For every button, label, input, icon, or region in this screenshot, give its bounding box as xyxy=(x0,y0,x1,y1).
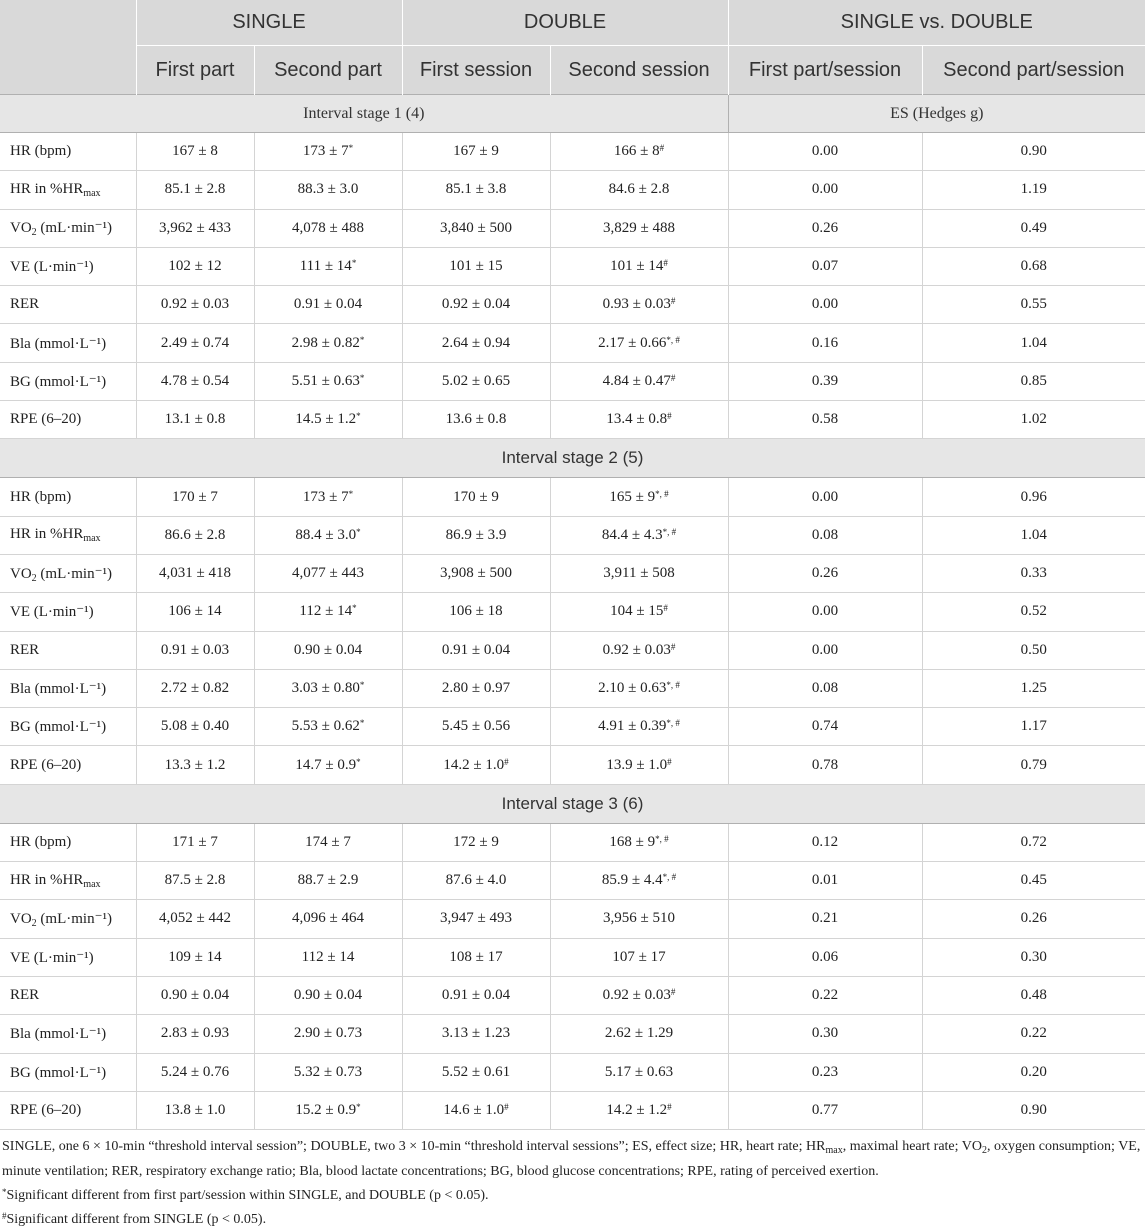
table-cell: 5.17 ± 0.63 xyxy=(550,1053,728,1091)
significance-marker: * xyxy=(356,411,361,422)
table-cell: 2.62 ± 1.29 xyxy=(550,1015,728,1053)
table-cell: 174 ± 7 xyxy=(254,823,402,861)
table-cell: 88.7 ± 2.9 xyxy=(254,862,402,900)
table-cell: 0.58 xyxy=(728,401,922,439)
significance-marker: # xyxy=(670,987,676,998)
table-row xyxy=(0,401,1145,439)
header-corner xyxy=(0,0,136,46)
table-cell: 13.6 ± 0.8 xyxy=(402,401,550,439)
table-cell: 0.90 xyxy=(922,133,1145,171)
table-cell: 0.08 xyxy=(728,669,922,707)
table-footnotes xyxy=(0,1130,1145,1230)
table-cell: 0.91 ± 0.04 xyxy=(402,976,550,1014)
significance-marker: *, # xyxy=(655,833,669,844)
row-label: Bla (mmol·L⁻¹) xyxy=(0,324,136,362)
significance-marker: # xyxy=(663,603,668,614)
table-row xyxy=(0,324,1145,362)
header-sub-second-session: Second session xyxy=(550,46,728,95)
table-cell: 85.1 ± 3.8 xyxy=(402,171,550,209)
table-cell: 5.02 ± 0.65 xyxy=(402,362,550,400)
table-cell: 167 ± 8 xyxy=(136,133,254,171)
significance-marker: * xyxy=(359,372,365,383)
table-cell: 4,078 ± 488 xyxy=(254,209,402,247)
table-cell: 0.22 xyxy=(922,1015,1145,1053)
significance-marker: *, # xyxy=(666,680,680,690)
table-cell: 0.68 xyxy=(922,247,1145,285)
table-row xyxy=(0,631,1145,669)
table-cell: 3,962 ± 433 xyxy=(136,209,254,247)
table-cell: 2.83 ± 0.93 xyxy=(136,1015,254,1053)
table-row xyxy=(0,862,1145,900)
table-cell: 4,077 ± 443 xyxy=(254,554,402,592)
row-label: RPE (6–20) xyxy=(0,401,136,439)
table-cell: 171 ± 7 xyxy=(136,823,254,861)
table-cell: 0.48 xyxy=(922,976,1145,1014)
table-cell: 101 ± 15 xyxy=(402,247,550,285)
stage-label: Interval stage 2 (5) xyxy=(0,439,1145,478)
significance-marker: *, # xyxy=(662,872,677,883)
table-row xyxy=(0,938,1145,976)
significance-marker: * xyxy=(356,526,361,537)
table-cell: 13.1 ± 0.8 xyxy=(136,401,254,439)
table-cell: 0.90 xyxy=(922,1091,1145,1129)
table-cell: 14.2 ± 1.0# xyxy=(402,746,550,784)
header-group-single: SINGLE xyxy=(136,0,402,46)
table-row xyxy=(0,900,1145,938)
table-cell: 3,947 ± 493 xyxy=(402,900,550,938)
table-body xyxy=(0,95,1145,1130)
table-cell: 0.85 xyxy=(922,362,1145,400)
table-cell: 1.19 xyxy=(922,171,1145,209)
table-cell: 2.10 ± 0.63*, # xyxy=(550,669,728,707)
header-group-double: DOUBLE xyxy=(402,0,728,46)
table-cell: 111 ± 14* xyxy=(254,247,402,285)
header-sub-first-session: First session xyxy=(402,46,550,95)
table-cell: 88.3 ± 3.0 xyxy=(254,171,402,209)
table-cell: 84.4 ± 4.3*, # xyxy=(550,516,728,554)
significance-marker: # xyxy=(670,372,676,383)
table-cell: 85.9 ± 4.4*, # xyxy=(550,862,728,900)
table-cell: 87.5 ± 2.8 xyxy=(136,862,254,900)
table-cell: 0.39 xyxy=(728,362,922,400)
table-row xyxy=(0,171,1145,209)
table-cell: 15.2 ± 0.9* xyxy=(254,1091,402,1129)
significance-marker: # xyxy=(504,756,509,767)
table-cell: 14.5 ± 1.2* xyxy=(254,401,402,439)
table-cell: 3,840 ± 500 xyxy=(402,209,550,247)
header-sub-first-part: First part xyxy=(136,46,254,95)
table-cell: 0.78 xyxy=(728,746,922,784)
table-cell: 14.6 ± 1.0# xyxy=(402,1091,550,1129)
significance-marker: *, # xyxy=(662,526,677,537)
row-label: RER xyxy=(0,286,136,324)
table-cell: 0.00 xyxy=(728,631,922,669)
table-cell: 0.90 ± 0.04 xyxy=(254,976,402,1014)
significance-marker: * xyxy=(356,756,361,767)
table-row xyxy=(0,1091,1145,1129)
table-cell: 0.00 xyxy=(728,593,922,631)
row-label: VE (L·min⁻¹) xyxy=(0,938,136,976)
table-cell: 3,956 ± 510 xyxy=(550,900,728,938)
significance-marker: *, # xyxy=(655,488,669,499)
table-cell: 0.00 xyxy=(728,133,922,171)
table-cell: 106 ± 14 xyxy=(136,593,254,631)
table-row xyxy=(0,516,1145,554)
significance-marker: * xyxy=(348,488,354,499)
significance-marker: # xyxy=(670,641,676,652)
table-row xyxy=(0,209,1145,247)
row-label: $VO_2$ (mL·min⁻¹) xyxy=(0,209,136,247)
table-cell: 0.92 ± 0.03# xyxy=(550,976,728,1014)
table-cell: 0.77 xyxy=(728,1091,922,1129)
table-cell: 0.93 ± 0.03# xyxy=(550,286,728,324)
table-row xyxy=(0,286,1145,324)
footnote-abbreviations: SINGLE, one 6 × 10-min “threshold interval session”; DOUBLE, two 3 × 10-min “threshold interval sessions”; ES, effect size; HR, heart rate; $HR_{max}$, maximal heart rate; $VO_2$, oxygen consumption; VE, minute ventilation; RER, respiratory exchange ratio; Bla, blood lactate concentrations; BG, blood glucose concentrations; RPE, rating of perceived exertion. xyxy=(2,1139,1141,1180)
table-row xyxy=(0,133,1145,171)
table-cell: 4,052 ± 442 xyxy=(136,900,254,938)
table-cell: 0.12 xyxy=(728,823,922,861)
table-cell: 104 ± 15# xyxy=(550,593,728,631)
table-cell: 1.04 xyxy=(922,324,1145,362)
table-cell: 0.01 xyxy=(728,862,922,900)
table-cell: 0.30 xyxy=(728,1015,922,1053)
table-cell: 4.91 ± 0.39*, # xyxy=(550,708,728,746)
es-label: ES (Hedges g) xyxy=(728,95,1145,133)
significance-marker: # xyxy=(504,1101,509,1112)
table-cell: 1.02 xyxy=(922,401,1145,439)
table-cell: 0.00 xyxy=(728,171,922,209)
table-cell: 0.55 xyxy=(922,286,1145,324)
table-cell: 0.49 xyxy=(922,209,1145,247)
table-cell: 173 ± 7* xyxy=(254,478,402,516)
footnote-significance-star: *Significant different from first part/session within SINGLE, and DOUBLE (p < 0.05). xyxy=(2,1187,489,1204)
table-cell: 5.45 ± 0.56 xyxy=(402,708,550,746)
table-cell: 0.52 xyxy=(922,593,1145,631)
table-cell: 4.78 ± 0.54 xyxy=(136,362,254,400)
footnote-significance-hash: #Significant different from SINGLE (p < 0.05). xyxy=(2,1211,267,1228)
table-cell: 0.06 xyxy=(728,938,922,976)
row-label: HR (bpm) xyxy=(0,478,136,516)
table-cell: 5.08 ± 0.40 xyxy=(136,708,254,746)
table-cell: 4,031 ± 418 xyxy=(136,554,254,592)
table-cell: 0.07 xyxy=(728,247,922,285)
table-row xyxy=(0,1053,1145,1091)
table-cell: 0.91 ± 0.04 xyxy=(402,631,550,669)
table-cell: 112 ± 14 xyxy=(254,938,402,976)
row-label: VE (L·min⁻¹) xyxy=(0,247,136,285)
stage-label: Interval stage 1 (4) xyxy=(0,95,728,133)
stage-label: Interval stage 3 (6) xyxy=(0,784,1145,823)
table-cell: 13.9 ± 1.0# xyxy=(550,746,728,784)
table-cell: 0.72 xyxy=(922,823,1145,861)
table-cell: 2.98 ± 0.82* xyxy=(254,324,402,362)
table-cell: 86.9 ± 3.9 xyxy=(402,516,550,554)
table-cell: 1.04 xyxy=(922,516,1145,554)
table-cell: 170 ± 7 xyxy=(136,478,254,516)
table-cell: 112 ± 14* xyxy=(254,593,402,631)
row-label: RPE (6–20) xyxy=(0,1091,136,1129)
significance-marker: # xyxy=(667,1101,672,1112)
table-cell: 109 ± 14 xyxy=(136,938,254,976)
table-cell: 102 ± 12 xyxy=(136,247,254,285)
table-cell: 0.96 xyxy=(922,478,1145,516)
table-cell: 4.84 ± 0.47# xyxy=(550,362,728,400)
significance-marker: * xyxy=(351,258,357,269)
significance-marker: *, # xyxy=(666,718,680,729)
significance-marker: * xyxy=(359,680,365,690)
table-cell: 5.53 ± 0.62* xyxy=(254,708,402,746)
table-cell: 1.17 xyxy=(922,708,1145,746)
table-cell: 0.92 ± 0.03# xyxy=(550,631,728,669)
header-corner-lower xyxy=(0,46,136,95)
table-cell: 13.3 ± 1.2 xyxy=(136,746,254,784)
table-cell: 0.90 ± 0.04 xyxy=(136,976,254,1014)
table-cell: 0.79 xyxy=(922,746,1145,784)
table-row xyxy=(0,554,1145,592)
row-label: HR in $\%HR_{max}$ xyxy=(0,171,136,209)
row-label: HR (bpm) xyxy=(0,133,136,171)
table-cell: 101 ± 14# xyxy=(550,247,728,285)
table-cell: 14.2 ± 1.2# xyxy=(550,1091,728,1129)
table-row xyxy=(0,669,1145,707)
table-cell: 0.26 xyxy=(728,554,922,592)
table-cell: 0.33 xyxy=(922,554,1145,592)
table-cell: 14.7 ± 0.9* xyxy=(254,746,402,784)
table-cell: 0.30 xyxy=(922,938,1145,976)
table-cell: 0.26 xyxy=(922,900,1145,938)
table-cell: 5.24 ± 0.76 xyxy=(136,1053,254,1091)
stage-header-row xyxy=(0,439,1145,478)
table-cell: 0.92 ± 0.04 xyxy=(402,286,550,324)
row-label: HR (bpm) xyxy=(0,823,136,861)
row-label: BG (mmol·L⁻¹) xyxy=(0,1053,136,1091)
table-cell: 0.50 xyxy=(922,631,1145,669)
significance-marker: # xyxy=(670,296,676,307)
table-cell: 0.08 xyxy=(728,516,922,554)
stage-header-row xyxy=(0,784,1145,823)
table-cell: 166 ± 8# xyxy=(550,133,728,171)
table-cell: 2.80 ± 0.97 xyxy=(402,669,550,707)
table-cell: 0.21 xyxy=(728,900,922,938)
table-cell: 0.26 xyxy=(728,209,922,247)
row-label: RER xyxy=(0,976,136,1014)
table-cell: 3,911 ± 508 xyxy=(550,554,728,592)
row-label: Bla (mmol·L⁻¹) xyxy=(0,669,136,707)
row-label: HR in $\%HR_{max}$ xyxy=(0,862,136,900)
table-cell: 5.51 ± 0.63* xyxy=(254,362,402,400)
row-label: RPE (6–20) xyxy=(0,746,136,784)
header-sub-second-part-session: Second part/session xyxy=(922,46,1145,95)
row-label: VE (L·min⁻¹) xyxy=(0,593,136,631)
table-cell: 0.16 xyxy=(728,324,922,362)
significance-marker: * xyxy=(356,1101,361,1112)
table-row xyxy=(0,247,1145,285)
row-label: $VO_2$ (mL·min⁻¹) xyxy=(0,900,136,938)
table-cell: 0.00 xyxy=(728,478,922,516)
table-row xyxy=(0,1015,1145,1053)
header-sub-second-part: Second part xyxy=(254,46,402,95)
table-cell: 106 ± 18 xyxy=(402,593,550,631)
table-cell: 0.23 xyxy=(728,1053,922,1091)
table-cell: 3.13 ± 1.23 xyxy=(402,1015,550,1053)
table-cell: 170 ± 9 xyxy=(402,478,550,516)
table-row xyxy=(0,362,1145,400)
table-cell: 13.4 ± 0.8# xyxy=(550,401,728,439)
table-cell: 3,829 ± 488 xyxy=(550,209,728,247)
table-cell: 0.91 ± 0.03 xyxy=(136,631,254,669)
row-label: Bla (mmol·L⁻¹) xyxy=(0,1015,136,1053)
significance-marker: # xyxy=(663,258,668,269)
row-label: BG (mmol·L⁻¹) xyxy=(0,362,136,400)
significance-marker: *, # xyxy=(666,334,680,345)
table-row xyxy=(0,708,1145,746)
significance-marker: * xyxy=(359,334,365,345)
row-label: BG (mmol·L⁻¹) xyxy=(0,708,136,746)
table-cell: 1.25 xyxy=(922,669,1145,707)
table-cell: 0.20 xyxy=(922,1053,1145,1091)
table-cell: 167 ± 9 xyxy=(402,133,550,171)
table-cell: 173 ± 7* xyxy=(254,133,402,171)
table-cell: 165 ± 9*, # xyxy=(550,478,728,516)
table-row xyxy=(0,593,1145,631)
table-cell: 108 ± 17 xyxy=(402,938,550,976)
table-row xyxy=(0,823,1145,861)
header-sub-first-part-session: First part/session xyxy=(728,46,922,95)
table-cell: 0.90 ± 0.04 xyxy=(254,631,402,669)
table-cell: 84.6 ± 2.8 xyxy=(550,171,728,209)
table-cell: 0.22 xyxy=(728,976,922,1014)
significance-marker: # xyxy=(667,411,672,422)
significance-marker: # xyxy=(667,756,672,767)
row-label: $VO_2$ (mL·min⁻¹) xyxy=(0,554,136,592)
table-row xyxy=(0,478,1145,516)
header-group-comparison: SINGLE vs. DOUBLE xyxy=(728,0,1145,46)
table-cell: 2.49 ± 0.74 xyxy=(136,324,254,362)
table-cell: 85.1 ± 2.8 xyxy=(136,171,254,209)
row-label: HR in $\%HR_{max}$ xyxy=(0,516,136,554)
table-cell: 3.03 ± 0.80* xyxy=(254,669,402,707)
significance-marker: # xyxy=(659,143,665,154)
stage-header-row xyxy=(0,95,1145,133)
table-cell: 13.8 ± 1.0 xyxy=(136,1091,254,1129)
table-cell: 0.00 xyxy=(728,286,922,324)
table-cell: 86.6 ± 2.8 xyxy=(136,516,254,554)
table-cell: 3,908 ± 500 xyxy=(402,554,550,592)
table-cell: 2.17 ± 0.66*, # xyxy=(550,324,728,362)
table-cell: 4,096 ± 464 xyxy=(254,900,402,938)
row-label: RER xyxy=(0,631,136,669)
table-cell: 88.4 ± 3.0* xyxy=(254,516,402,554)
table-row xyxy=(0,746,1145,784)
table-cell: 2.72 ± 0.82 xyxy=(136,669,254,707)
table-cell: 172 ± 9 xyxy=(402,823,550,861)
table-cell: 5.32 ± 0.73 xyxy=(254,1053,402,1091)
table-cell: 168 ± 9*, # xyxy=(550,823,728,861)
table-cell: 87.6 ± 4.0 xyxy=(402,862,550,900)
table-cell: 2.90 ± 0.73 xyxy=(254,1015,402,1053)
significance-marker: * xyxy=(352,603,357,614)
significance-marker: * xyxy=(348,143,354,154)
significance-marker: * xyxy=(359,718,365,729)
table-cell: 5.52 ± 0.61 xyxy=(402,1053,550,1091)
table-header xyxy=(0,0,1145,95)
table-cell: 0.74 xyxy=(728,708,922,746)
table-cell: 107 ± 17 xyxy=(550,938,728,976)
table-cell: 0.91 ± 0.04 xyxy=(254,286,402,324)
table-row xyxy=(0,976,1145,1014)
table-cell: 0.45 xyxy=(922,862,1145,900)
table-cell: 0.92 ± 0.03 xyxy=(136,286,254,324)
table-cell: 2.64 ± 0.94 xyxy=(402,324,550,362)
